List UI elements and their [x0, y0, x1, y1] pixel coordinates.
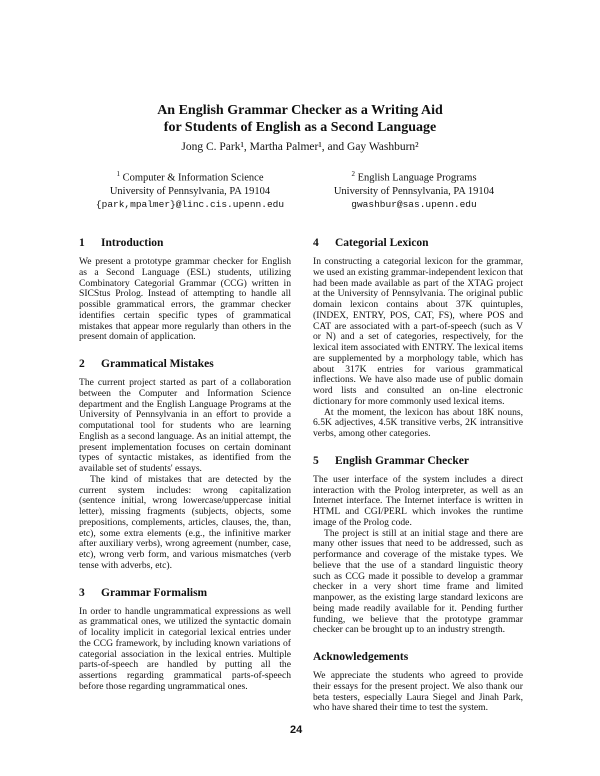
paragraph: At the moment, the lexicon has about 18K nouns, 6.5K adjectives, 4.5K transitive verbs, 2K intransitive verbs, among other categories. [313, 406, 523, 439]
affiliation-email: {park,mpalmer}@linc.cis.upenn.edu [95, 198, 285, 210]
affiliation-2 [304, 168, 524, 211]
paragraph: The project is still at an initial stage and there are many other issues that need to be addressed, such as performance and coverage of the mistake types. We believe that the use of a standard linguistic theory such as CCG made it possible to develop a grammar checker in a very short time frame and limited manpower, as the existing large standard lexicons are being made readily available for it. Pending further funding, we believe that the prototype grammar checker can be brought up to an industry strength. [313, 527, 523, 636]
paragraph: In order to handle ungrammatical expressions as well as grammatical ones, we utilized the syntactic domain of locality implicit in categorial lexical entries under the CCG framework, by including known variations of categorial association in the lexical entries. Multiple parts-of-speech are handled by putting all the assertions regarding grammatical parts-of-speech before those regarding ungrammatical ones. [79, 605, 291, 692]
section-english-grammar-checker [313, 454, 523, 636]
affiliation-univ: University of Pennsylvania, PA 19104 [333, 185, 495, 197]
affiliation-1 [80, 168, 300, 211]
affiliation-email: gwashbur@sas.upenn.edu [351, 198, 477, 210]
paper-title [0, 102, 600, 136]
authors: Jong C. Park¹, Martha Palmer¹, and Gay Washburn² [181, 141, 419, 153]
affiliation-dept: Computer & Information Science [122, 172, 264, 184]
paragraph: In constructing a categorial lexicon for the grammar, we used an existing grammar-independent lexicon that had been made available as part of the XTAG project at the University of Pennsylvania. The original public domain lexicon contains about 37K quintuples, (INDEX, ENTRY, POS, CAT, FS), where POS and CAT are associated with a part-of-speech (such as V or N) and a set of categories, respectively, for the lexical item associated with ENTRY. The lexical items are supplemented by a morphology table, which has about 317K entries for various grammatical inflections. We have also made use of public domain word lists and consulted an on-line electronic dictionary for more commonly used lexical items. [313, 256, 523, 407]
two-column-layout [79, 236, 523, 714]
right-column [313, 236, 523, 714]
paragraph: We appreciate the students who agreed to provide their essays for the present project. We also thank our beta testers, especially Laura Siegel and Jinah Park, who have shared their time to test the system. [313, 670, 523, 714]
section-acknowledgements [313, 650, 523, 714]
section-heading: 5 English Grammar Checker [313, 454, 469, 467]
paragraph: The user interface of the system includes a direct interaction with the Prolog interpreter, as well as an Internet interface. The Internet interface is written in HTML and CGI/PERL which invokes the runtime image of the Prolog code. [313, 473, 523, 528]
section-categorial-lexicon [313, 236, 523, 440]
paragraph: The kind of mistakes that are detected by the current system includes: wrong capitalization (sentence initial, wrong lowercase/uppercase initial letter), missing fragments (subjects, objects, some prepositions, complements, articles, clauses, the, than, etc), some extra elements (e.g., the infinitive marker after auxiliary verbs), wrong agreement (number, case, etc), wrong verb form, and various mismatches (verb tense with adverbs, etc). [79, 473, 291, 571]
affiliation-univ: University of Pennsylvania, PA 19104 [109, 185, 271, 197]
title-line-2: for Students of English as a Second Language [163, 120, 437, 135]
section-heading: 1 Introduction [79, 237, 164, 249]
section-grammatical-mistakes [79, 357, 291, 572]
page-number: 24 [290, 724, 303, 736]
title-line-1: An English Grammar Checker as a Writing Aid [157, 103, 443, 118]
section-grammar-formalism [79, 586, 291, 693]
affiliation-mark: 2 [351, 170, 355, 178]
paper-body [79, 236, 523, 736]
section-heading: 4 Categorial Lexicon [313, 237, 429, 249]
left-column [79, 236, 291, 693]
section-introduction [79, 236, 291, 343]
paragraph: We present a prototype grammar checker for English as a Second Language (ESL) students, utilizing Combinatory Categorial Grammar (CCG) written in SICStus Prolog. Instead of attempting to handle all possible grammatical errors, the grammar checker identifies certain specific types of grammatical mistakes that appear more regularly than others in the present domain of application. [79, 256, 291, 343]
affiliation-dept: English Language Programs [357, 172, 477, 184]
paragraph: The current project started as part of a collaboration between the Computer and Information Science department and the English Language Programs at the University of Pennsylvania in an effort to provide a computational tool for students who are learning English as a second language. As an initial attempt, the present implementation focuses on certain dominant types of syntactic mistakes, as identified from the available set of students' essays. [79, 377, 291, 474]
section-heading: 2 Grammatical Mistakes [79, 358, 214, 370]
affiliation-mark: 1 [116, 170, 121, 178]
section-heading: 3 Grammar Formalism [79, 586, 208, 599]
section-heading: Acknowledgements [313, 651, 409, 663]
